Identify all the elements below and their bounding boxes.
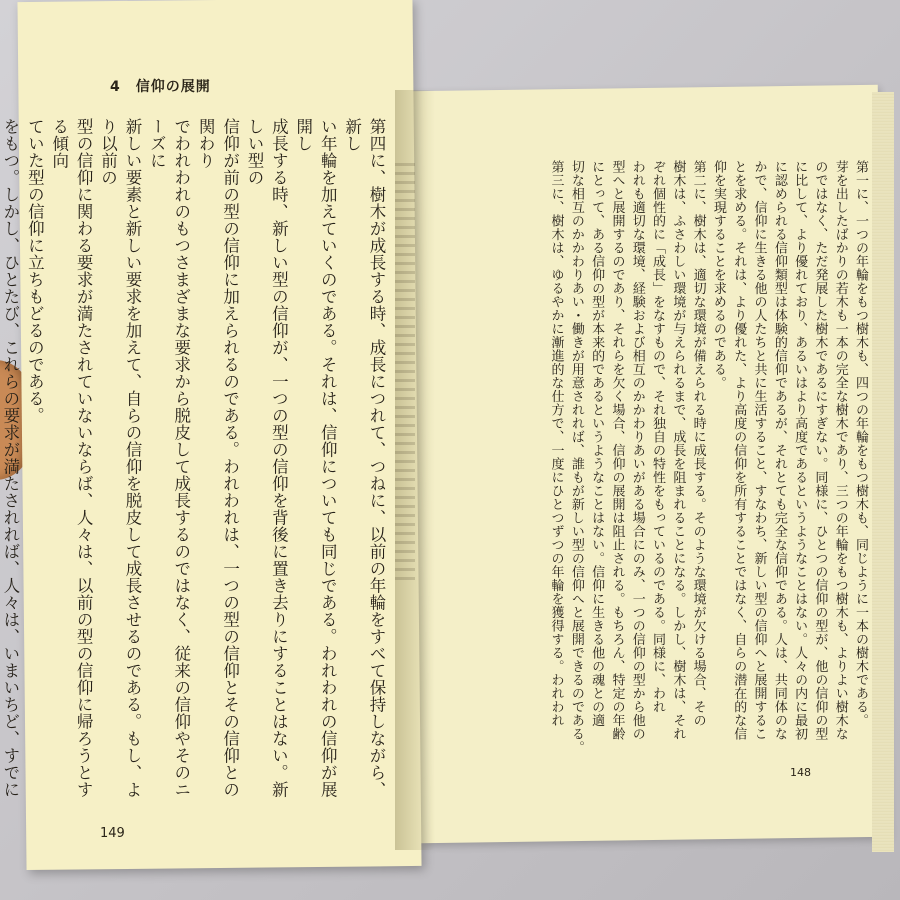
- right-col-3: のではなく、ただ発展した樹木であるにすぎない。同様に、ひとつの信仰の型が、他の信仰の型: [812, 160, 828, 741]
- right-col-16: 第三に、樹木は、ゆるやかに漸進的な仕方で、一度にひとつずつの年輪を獲得する。われわれ: [548, 160, 564, 727]
- left-page-number: 149: [100, 826, 125, 841]
- right-col-13: 型へと展開するのであり、それらを欠く場合、信仰の展開は阻止される。もちろん、特定の年齢: [609, 160, 625, 741]
- right-col-6: かで、信仰に生きる他の人たちと共に生活すること、すなわち、新しい型の信仰へと展開するこ: [751, 160, 767, 741]
- right-col-14: にとって、ある信仰の型が本来的であるというようなことはない。信仰に生きる他の魂との適: [589, 160, 605, 727]
- left-col-1: 第四に、樹木が成長する時、成長につれて、つねに、以前の年輪をすべて保持しながら、新し: [342, 118, 386, 798]
- right-col-4: に比して、より優れており、あるいはより高度であるというようなことはない。人々の内に最初: [792, 160, 808, 741]
- right-col-11: ぞれ個性的に「成長」をなすもので、それ独自の特性をもっているのである。同様に、われ: [650, 160, 666, 714]
- right-page-body: [450, 160, 870, 760]
- right-col-8: 仰を実現することを求めるのである。: [710, 160, 726, 390]
- left-col-7: 型の信仰に関わる要求が満たされていないならば、人々は、以前の型の信仰に帰ろうとする傾向: [49, 118, 94, 798]
- right-col-7: とを求める。それは、より優れた、より高度の信仰を所有することではなく、自らの潜在的な信: [731, 160, 747, 741]
- right-col-15: 切な相互のかかわりあい・働きが用意されれば、誰もが新しい型の信仰へと展開できるのである。: [568, 160, 584, 754]
- left-page-body: [0, 118, 388, 798]
- right-page-edges: [872, 92, 894, 852]
- right-col-12: われも適切な環境、経験および相互のかかわりあいがある場合にのみ、一つの信仰の型から他の: [629, 160, 645, 741]
- right-col-5: に認められる信仰類型は体験的信仰であるが、それとても完全な信仰である。人は、共同体のな: [771, 160, 787, 741]
- left-col-5: でわれわれのもつさまざまな要求から脱皮して成長するのではなく、従来の信仰やそのニーズに: [147, 118, 191, 798]
- right-col-9: 第二に、樹木は、適切な環境が備えられる時に成長する。そのような環境が欠ける場合、その: [690, 160, 706, 727]
- running-head: 4 信仰の展開: [110, 79, 211, 95]
- right-col-1: 第一に、一つの年輪をもつ樹木も、四つの年輪をもつ樹木も、同じように一本の樹木である。: [853, 160, 868, 727]
- left-col-9: をもつ。しかし、ひとたび、これらの要求が満たされれば、人々は、いまいちど、すでに: [0, 118, 20, 798]
- right-col-10: 樹木は、ふさわしい環境が与えられるまで、成長を阻まれることになる。しかし、樹木は、それ: [670, 160, 686, 741]
- right-col-2: 芽を出したばかりの若木も一本の完全な樹木であり、三つの年輪をもつ樹木も、よりよい樹木な: [832, 160, 848, 741]
- left-col-2: い年輪を加えていくのである。それは、信仰についても同じである。われわれの信仰が展開し: [293, 118, 338, 798]
- right-page-text-area: [430, 160, 870, 760]
- left-col-4: 信仰が前の型の信仰に加えられるのである。われわれは、一つの型の信仰とその信仰との関わり: [196, 118, 240, 798]
- left-col-3: 成長する時、新しい型の信仰が、一つの型の信仰を背後に置き去りにすることはない。新しい型の: [244, 118, 289, 798]
- left-col-8: ていた型の信仰に立ちもどるのである。: [25, 118, 45, 424]
- left-page-text-area: [0, 118, 408, 808]
- left-col-6: 新しい要素と新しい要求を加えて、自らの信仰を脱皮して成長させるのである。もし、より以前の: [98, 118, 142, 798]
- right-page-number: 148: [790, 766, 811, 779]
